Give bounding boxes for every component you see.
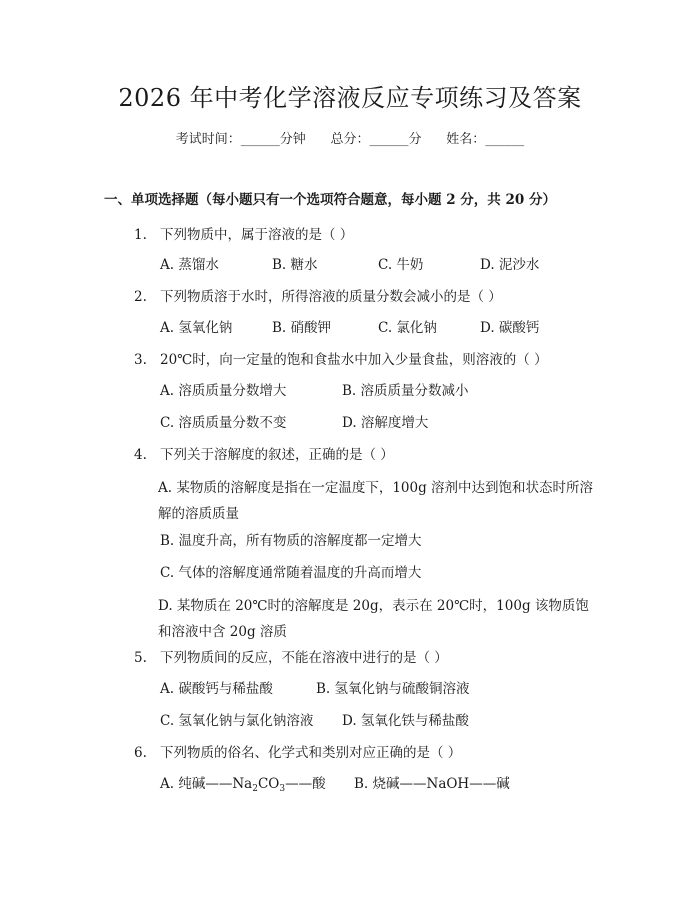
option-1d: D. 泥沙水 — [480, 257, 540, 273]
option-3d: D. 溶解度增大 — [342, 415, 429, 431]
question-stem: 下列物质溶于水时，所得溶液的质量分数会减小的是（ ） — [160, 289, 502, 305]
question-6 — [134, 743, 461, 763]
question-4 — [134, 445, 394, 465]
option-3b: B. 溶质质量分数减小 — [342, 383, 469, 399]
subscript: 2 — [252, 784, 258, 794]
question-stem: 20℃时，向一定量的饱和食盐水中加入少量食盐，则溶液的（ ） — [160, 352, 548, 368]
option-1b: B. 糖水 — [272, 257, 318, 273]
question-stem: 下列物质间的反应，不能在溶液中进行的是（ ） — [160, 650, 448, 666]
option-text: ——酸 — [285, 776, 326, 792]
question-3 — [134, 350, 548, 370]
question-stem: 下列物质中，属于溶液的是（ ） — [160, 227, 354, 243]
subscript: 3 — [279, 784, 286, 794]
option-5d: D. 氢氧化铁与稀盐酸 — [342, 713, 469, 729]
question-stem: 下列关于溶解度的叙述，正确的是（ ） — [160, 447, 394, 463]
question-number: 4. — [134, 447, 147, 463]
option-5c: C. 氢氧化钠与氯化钠溶液 — [160, 713, 314, 729]
option-text: A. 纯碱——Na — [160, 776, 253, 792]
question-5 — [134, 648, 448, 668]
document-title: 2026 年中考化学溶液反应专项练习及答案 — [118, 84, 582, 112]
option-5b: B. 氢氧化钠与硫酸铜溶液 — [316, 681, 470, 697]
option-1a: A. 蒸馏水 — [160, 257, 219, 273]
option-2d: D. 碳酸钙 — [480, 320, 540, 336]
option-4d — [104, 593, 600, 645]
question-1 — [134, 225, 353, 245]
option-4a — [104, 475, 600, 527]
option-4c: C. 气体的溶解度通常随着温度的升高而增大 — [160, 565, 422, 581]
option-4b: B. 温度升高，所有物质的溶解度都一定增大 — [160, 533, 422, 549]
question-stem: 下列物质的俗名、化学式和类别对应正确的是（ ） — [160, 745, 462, 761]
option-2a: A. 氢氧化钠 — [160, 320, 233, 336]
option-2c: C. 氯化钠 — [378, 320, 437, 336]
option-text: D. 某物质在 20℃时的溶解度是 20g，表示在 20℃时，100g 该物质饱和溶液中含 20g 溶质 — [158, 598, 589, 640]
question-number: 1. — [134, 227, 147, 243]
option-3a: A. 溶质质量分数增大 — [160, 383, 287, 399]
option-text: A. 某物质的溶解度是指在一定温度下，100g 溶剂中达到饱和状态时所溶解的溶质质量 — [158, 480, 594, 522]
question-number: 6. — [134, 745, 147, 761]
option-2b: B. 硝酸钾 — [272, 320, 332, 336]
option-5a: A. 碳酸钙与稀盐酸 — [160, 681, 273, 697]
option-6b: B. 烧碱——NaOH——碱 — [354, 776, 510, 792]
option-3c: C. 溶质质量分数不变 — [160, 415, 287, 431]
option-6a — [160, 774, 326, 794]
question-number: 5. — [134, 650, 147, 666]
exam-info-line: 考试时间：______分钟 总分：______分 姓名：______ — [175, 132, 525, 147]
question-2 — [134, 287, 502, 307]
section-heading: 一、单项选择题（每小题只有一个选项符合题意，每小题 2 分，共 20 分） — [104, 192, 556, 208]
option-text: CO — [257, 776, 280, 792]
question-number: 2. — [134, 289, 147, 305]
question-number: 3. — [134, 352, 147, 368]
option-1c: C. 牛奶 — [378, 257, 424, 273]
